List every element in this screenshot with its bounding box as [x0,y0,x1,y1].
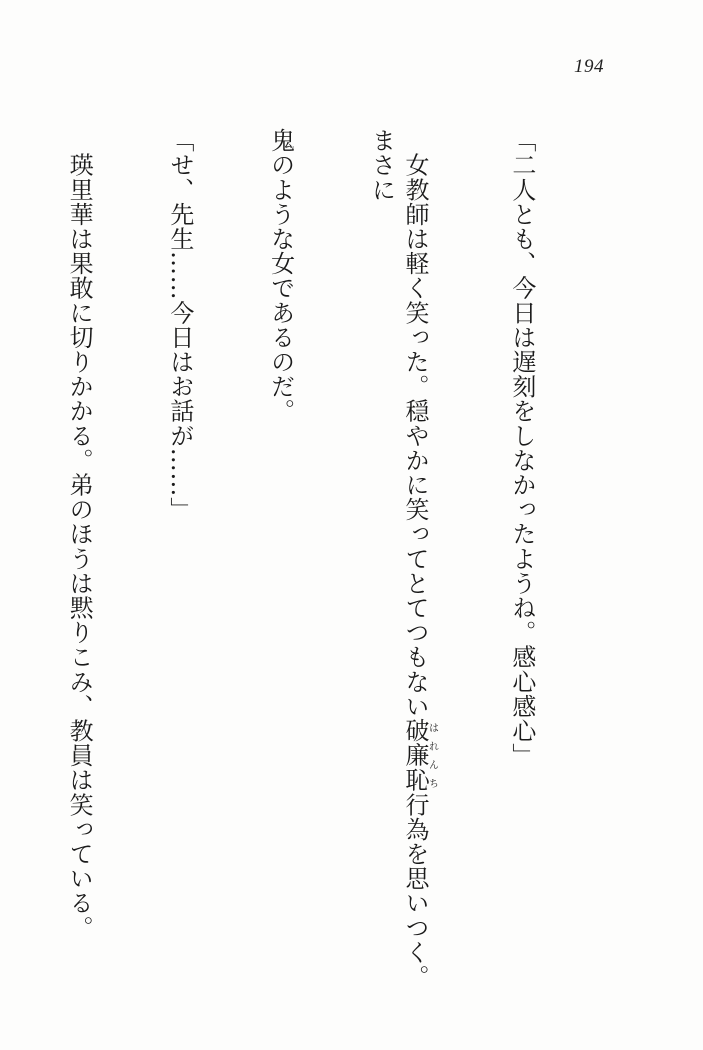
ruby-reading: はれんち [426,718,438,793]
vertical-text-block [65,128,605,1008]
text-line-3: 鬼のような女であるのだ。 [266,128,295,424]
text-line-2-after: 行為を思いつく。まさに [367,128,430,990]
text-line-5: 瑛里華は果敢に切りかかる。弟のほうは黙りこみ、教員は笑っている。 [65,128,94,940]
text-line-2-before: 女教師は軽く笑った。穏やかに笑ってとてつもない [401,128,430,719]
page-number: 194 [574,56,604,77]
text-line-4: 「せ、先生……今日はお話が……」 [165,128,194,522]
text-line-1: 「二人とも、今日は遅刻をしなかったようね。感心感心」 [507,128,536,768]
text-line-2 [364,128,437,1008]
ruby-word [401,718,438,793]
ruby-base: 破廉恥 [401,718,430,793]
